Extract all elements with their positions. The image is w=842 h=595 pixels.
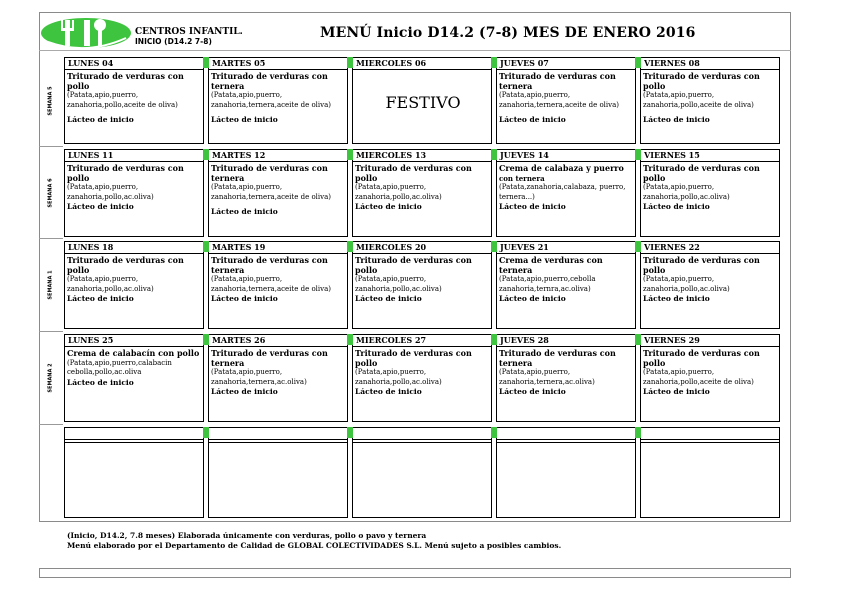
green-marker [347, 334, 353, 345]
day-cell [64, 427, 204, 518]
logo-icon [40, 16, 132, 50]
day-body [65, 443, 203, 445]
week-label-text: SEMANA 6 [48, 178, 55, 208]
green-marker [203, 241, 209, 252]
dairy-item: Lácteo de inicio [67, 115, 134, 124]
green-marker [491, 57, 497, 68]
day-cell [208, 57, 348, 144]
day-body [641, 443, 779, 445]
week-label-text: SEMANA 1 [48, 270, 55, 300]
day-header: MIERCOLES 13 [353, 150, 491, 162]
organization-label [135, 27, 243, 47]
dairy-item: Lácteo de inicio [67, 377, 134, 387]
green-marker [491, 241, 497, 252]
day-cell [64, 57, 204, 144]
day-cell [496, 427, 636, 518]
green-marker [635, 149, 641, 160]
ingredients: (Patata,apio,puerro, zanahoria,pollo,ac.oliva) [355, 183, 442, 201]
day-body [65, 162, 203, 212]
green-marker [203, 149, 209, 160]
dish-name: Triturado de verduras con ternera [211, 255, 328, 275]
dish-name: Triturado de verduras con pollo [67, 163, 184, 183]
day-header: MARTES 05 [209, 58, 347, 70]
dairy-item: Lácteo de inicio [355, 202, 422, 211]
org-line-1: CENTROS INFANTIL. [135, 27, 243, 37]
day-header: VIERNES 22 [641, 242, 779, 254]
day-cell [640, 149, 780, 237]
ingredients: (Patata,apio,puerro, zanahoria,ternera,aceite de oliva) [211, 183, 332, 201]
day-body [497, 347, 635, 397]
day-cell [640, 57, 780, 144]
green-marker [635, 334, 641, 345]
day-header: LUNES 25 [65, 335, 203, 347]
dish-name: Triturado de verduras con pollo [643, 255, 760, 275]
day-cell [208, 427, 348, 518]
day-cell [208, 149, 348, 237]
green-marker [491, 334, 497, 345]
day-cell [496, 149, 636, 237]
day-header: MARTES 12 [209, 150, 347, 162]
dish-name: Triturado de verduras con pollo [355, 348, 472, 368]
dairy-item: Lácteo de inicio [355, 387, 422, 396]
ingredients: (Patata,apio,puerro, zanahoria,pollo,ac.oliva) [67, 183, 154, 201]
day-header: VIERNES 08 [641, 58, 779, 70]
ingredients: (Patata,zanahoria,calabaza, puerro, ternera...) [499, 183, 626, 201]
day-body [353, 347, 491, 397]
day-body [497, 254, 635, 304]
day-cell [496, 334, 636, 422]
day-body [209, 347, 347, 397]
day-header: VIERNES 15 [641, 150, 779, 162]
green-marker [203, 334, 209, 345]
day-header: MIERCOLES 06 [353, 58, 491, 70]
week-label [40, 149, 62, 237]
dish-name: Triturado de verduras con pollo [67, 71, 184, 91]
day-header: JUEVES 07 [497, 58, 635, 70]
day-header: VIERNES 29 [641, 335, 779, 347]
day-body [353, 162, 491, 212]
green-marker [635, 57, 641, 68]
green-marker [491, 427, 497, 438]
green-marker [347, 149, 353, 160]
day-body [209, 443, 347, 445]
day-body [497, 443, 635, 445]
day-body [65, 254, 203, 304]
dish-name: Triturado de verduras con ternera [499, 348, 616, 368]
dish-name: Triturado de verduras con ternera [499, 71, 616, 91]
dish-name: Triturado de verduras con pollo [67, 255, 184, 275]
day-header: MARTES 19 [209, 242, 347, 254]
day-cell [64, 241, 204, 329]
dish-name: Triturado de verduras con ternera [211, 71, 328, 91]
dairy-item: Lácteo de inicio [499, 294, 566, 303]
week-label [40, 241, 62, 329]
green-marker [203, 427, 209, 438]
dairy-item: Lácteo de inicio [499, 115, 566, 124]
footer-line-1: (Inicio, D14.2, 7.8 meses) Elaborada únicamente con verduras, pollo o pavo y ternera [67, 531, 427, 540]
day-header: LUNES 04 [65, 58, 203, 70]
day-cell [352, 149, 492, 237]
dairy-item: Lácteo de inicio [211, 294, 278, 303]
dish-subtitle: con ternera [499, 173, 545, 183]
dairy-item: Lácteo de inicio [643, 294, 710, 303]
green-marker [347, 427, 353, 438]
ingredients: (Patata,apio,puerro, zanahoria,pollo,ac.oliva) [643, 275, 730, 293]
footer-line-2: Menú elaborado por el Departamento de Calidad de GLOBAL COLECTIVIDADES S.L. Menú sujeto a posibles cambios. [67, 541, 562, 550]
day-cell [208, 334, 348, 422]
dish-name: Triturado de verduras con pollo [643, 348, 760, 368]
dish-name: Crema de calabaza y puerro [499, 163, 624, 173]
dish-name: Triturado de verduras con pollo [643, 163, 760, 183]
day-header: LUNES 18 [65, 242, 203, 254]
week-separator [39, 424, 63, 425]
ingredients: (Patata,apio,puerro, zanahoria,ternera,aceite de oliva) [499, 91, 620, 109]
day-cell [208, 241, 348, 329]
day-cell [496, 57, 636, 144]
dairy-item: Lácteo de inicio [211, 115, 278, 124]
day-body [497, 70, 635, 125]
day-header [497, 428, 635, 440]
day-body [353, 70, 491, 112]
week-label-text: SEMANA 2 [48, 363, 55, 393]
dairy-item: Lácteo de inicio [67, 202, 134, 211]
ingredients: (Patata,apio,puerro, zanahoria,pollo,aceite de oliva) [643, 91, 754, 109]
day-body [641, 70, 779, 125]
day-cell [496, 241, 636, 329]
day-body [209, 162, 347, 217]
week-label [40, 427, 62, 518]
ingredients: (Patata,apio,puerro, zanahoria,pollo,aceite de oliva) [643, 368, 754, 386]
dairy-item: Lácteo de inicio [499, 202, 566, 211]
dairy-item: Lácteo de inicio [643, 387, 710, 396]
week-separator [39, 238, 63, 239]
week-label [40, 57, 62, 144]
day-body [209, 254, 347, 304]
ingredients: (Patata,apio,puerro, zanahoria,pollo,ac.oliva) [355, 275, 442, 293]
footer-notes [67, 531, 561, 551]
holiday-label: FESTIVO [385, 93, 461, 112]
dish-name: Triturado de verduras con pollo [643, 71, 760, 91]
day-header: MIERCOLES 27 [353, 335, 491, 347]
dish-name: Triturado de verduras con pollo [355, 163, 472, 183]
green-marker [491, 149, 497, 160]
ingredients: (Patata,apio,puerro,calabacin cebolla,pollo,ac.oliva [67, 358, 172, 376]
day-body [497, 162, 635, 212]
week-separator [39, 331, 63, 332]
day-body [65, 347, 203, 387]
day-cell [640, 427, 780, 518]
day-header [353, 428, 491, 440]
day-body [65, 70, 203, 125]
green-marker [347, 57, 353, 68]
day-cell [352, 57, 492, 144]
dish-name: Triturado de verduras con ternera [211, 163, 328, 183]
day-cell [64, 334, 204, 422]
dish-name: Crema de calabacín con pollo [67, 348, 200, 358]
week-separator [39, 146, 63, 147]
day-body [641, 347, 779, 397]
day-header [641, 428, 779, 440]
green-marker [347, 241, 353, 252]
dairy-item: Lácteo de inicio [643, 202, 710, 211]
dairy-item: Lácteo de inicio [211, 207, 278, 216]
day-body [641, 162, 779, 212]
day-cell [352, 334, 492, 422]
ingredients: (Patata,apio,puerro, zanahoria,ternera,aceite de oliva) [211, 275, 332, 293]
day-header: JUEVES 14 [497, 150, 635, 162]
day-cell [352, 427, 492, 518]
dish-name: Crema de verduras con ternera [499, 255, 603, 275]
dairy-item: Lácteo de inicio [643, 115, 710, 124]
day-cell [64, 149, 204, 237]
dairy-item: Lácteo de inicio [67, 294, 134, 303]
ingredients: (Patata,apio,puerro, zanahoria,pollo,ac.oliva) [355, 368, 442, 386]
day-cell [640, 241, 780, 329]
day-header: MARTES 26 [209, 335, 347, 347]
day-header: LUNES 11 [65, 150, 203, 162]
ingredients: (Patata,apio,puerro, zanahoria,pollo,ac.oliva) [67, 275, 154, 293]
ingredients: (Patata,apio,puerro, zanahoria,ternera,aceite de oliva) [211, 91, 332, 109]
week-label-text: SEMANA 5 [48, 85, 55, 116]
green-marker [635, 241, 641, 252]
ingredients: (Patata,apio,puerro, zanahoria,pollo,aceite de oliva) [67, 91, 178, 109]
day-cell [640, 334, 780, 422]
week-label [40, 334, 62, 422]
green-marker [203, 57, 209, 68]
day-body [209, 70, 347, 125]
dairy-item: Lácteo de inicio [211, 387, 278, 396]
ingredients: (Patata,apio,puerro, zanahoria,ternera,ac.oliva) [499, 368, 595, 386]
org-line-2: INICIO (D14.2 7-8) [135, 37, 212, 46]
day-header: MIERCOLES 20 [353, 242, 491, 254]
day-body [353, 443, 491, 445]
dairy-item: Lácteo de inicio [355, 294, 422, 303]
header-divider [39, 50, 791, 51]
dish-name: Triturado de verduras con pollo [355, 255, 472, 275]
day-header [209, 428, 347, 440]
day-body [353, 254, 491, 304]
day-body [641, 254, 779, 304]
dish-name: Triturado de verduras con ternera [211, 348, 328, 368]
ingredients: (Patata,apio,puerro, zanahoria,ternera,ac.oliva) [211, 368, 307, 386]
page-title: MENÚ Inicio D14.2 (7-8) MES DE ENERO 2016 [320, 25, 696, 41]
day-cell [352, 241, 492, 329]
ingredients: (Patata,apio,puerro,cebolla zanahoria,ternra,ac.oliva) [499, 275, 596, 293]
bottom-bar [39, 568, 791, 578]
day-header: JUEVES 21 [497, 242, 635, 254]
dairy-item: Lácteo de inicio [499, 387, 566, 396]
day-header: JUEVES 28 [497, 335, 635, 347]
green-marker [635, 427, 641, 438]
day-header [65, 428, 203, 440]
ingredients: (Patata,apio,puerro, zanahoria,pollo,ac.oliva) [643, 183, 730, 201]
